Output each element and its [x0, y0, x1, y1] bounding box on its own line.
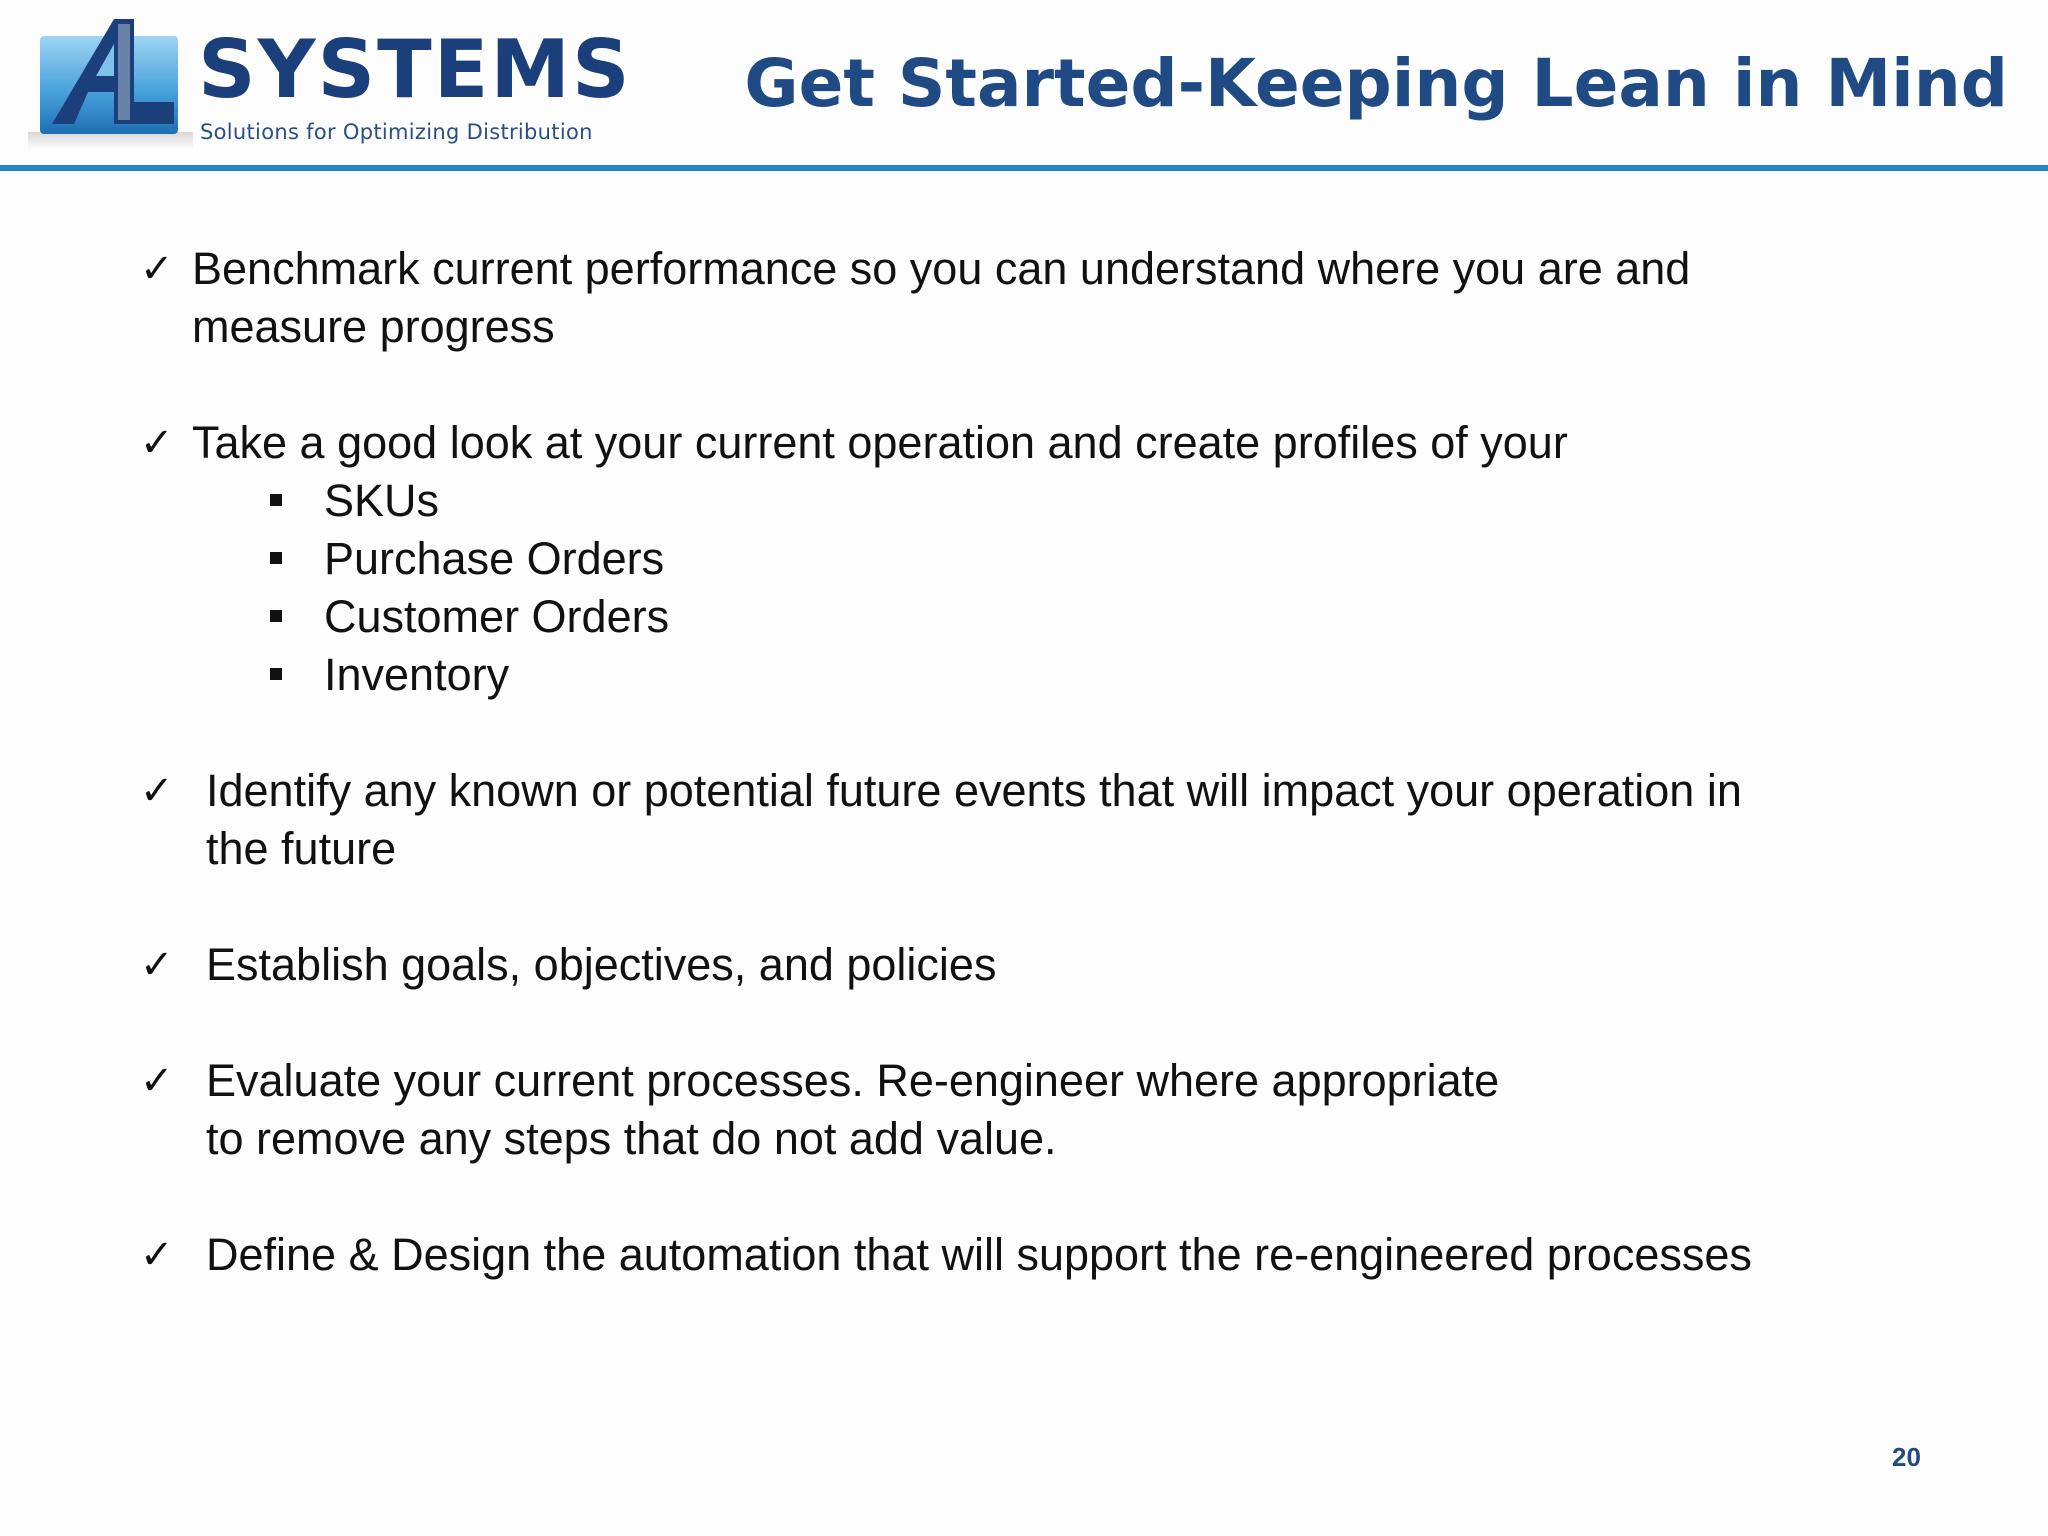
- checkmark-icon: ✓: [140, 246, 174, 292]
- checkmark-icon: ✓: [140, 768, 174, 814]
- checklist-item-line: Establish goals, objectives, and policies: [206, 939, 997, 990]
- checklist-item-line: to remove any steps that do not add value.: [206, 1113, 1057, 1164]
- page-number: 20: [1892, 1442, 1921, 1472]
- checklist-item-line: Identify any known or potential future events that will impact your operation in: [206, 765, 1742, 816]
- company-logo: [22, 14, 632, 154]
- slide-title: Get Started-Keeping Lean in Mind: [744, 45, 2008, 122]
- checkmark-icon: ✓: [140, 420, 174, 466]
- square-bullet-icon: [270, 494, 282, 506]
- checkmark-icon: ✓: [140, 942, 174, 988]
- checklist-item-line: measure progress: [192, 301, 555, 352]
- slide: SYSTEMS Solutions for Optimizing Distribution Get Started-Keeping Lean in Mind ✓ Benchmark current performance so you can understand where you are and measure progress ✓ Take a good look at your current operation and create profiles of your SKUs Purchase Orders Customer Orders Inventory ✓ Identify any known or potential future events that will impact your operation in the future ✓ Establish goals, objectives, and policies ✓ Evaluate your current processes. Re-engineer where appropriate to remove any steps that do not add value. ✓ Define & Design the automation that will support the re-engineered processes 20: [0, 0, 2048, 1536]
- al-logo-mark-icon: [22, 14, 197, 154]
- logo-tagline: Solutions for Optimizing Distribution: [200, 120, 593, 144]
- checkmark-icon: ✓: [140, 1232, 174, 1278]
- logo-wordmark: SYSTEMS: [198, 23, 632, 116]
- header-divider: [0, 165, 2048, 171]
- square-bullet-icon: [270, 668, 282, 680]
- checklist-item-line: Define & Design the automation that will support the re-engineered processes: [206, 1229, 1752, 1280]
- square-bullet-icon: [270, 552, 282, 564]
- checklist-item-line: Take a good look at your current operation and create profiles of your: [192, 417, 1568, 468]
- checklist-item-line: Benchmark current performance so you can understand where you are and: [192, 243, 1691, 294]
- checklist-item-line: the future: [206, 823, 397, 874]
- checkmark-icon: ✓: [140, 1058, 174, 1104]
- checklist-item-line: Evaluate your current processes. Re-engineer where appropriate: [206, 1055, 1500, 1106]
- square-bullet-icon: [270, 610, 282, 622]
